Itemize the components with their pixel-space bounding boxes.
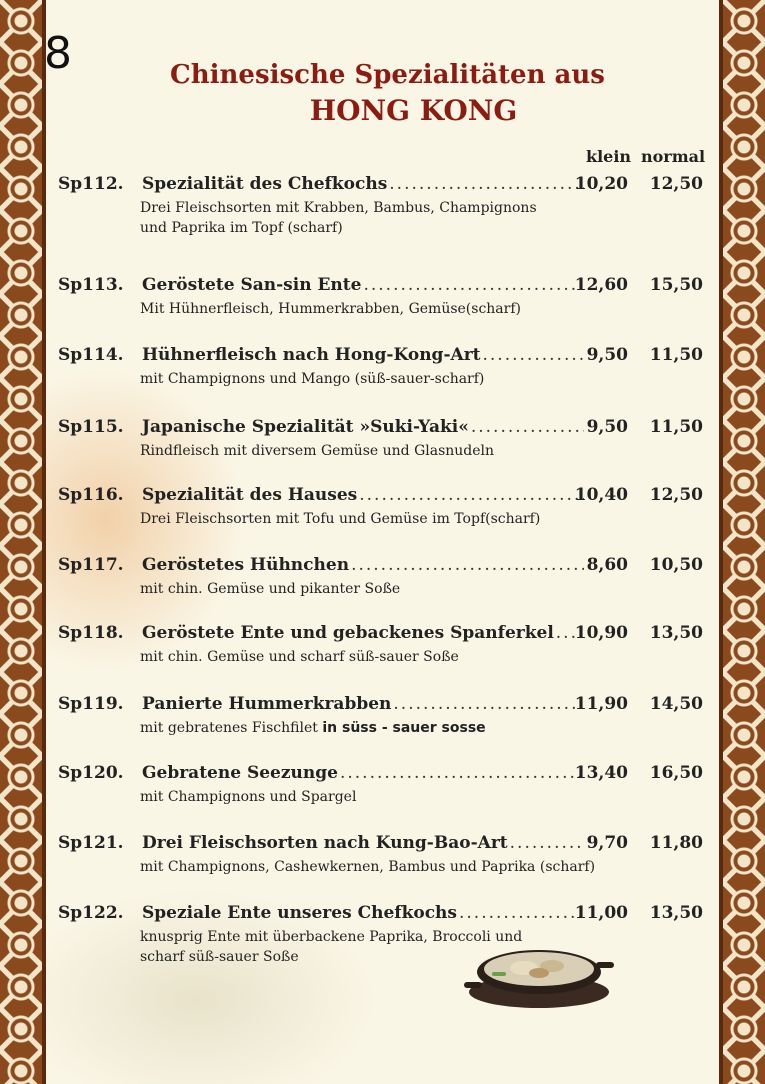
item-name: Spezialität des Chefkochs	[142, 174, 388, 194]
item-description	[140, 787, 356, 807]
item-name: Drei Fleischsorten nach Kung-Bao-Art	[142, 833, 508, 853]
page-number: 8	[44, 28, 72, 79]
item-name: Geröstetes Hühnchen	[142, 555, 350, 575]
item-name-line	[142, 174, 584, 194]
page-subtitle: HONG KONG	[309, 94, 518, 127]
item-price-normal: 13,50	[649, 903, 703, 923]
item-price-normal: 11,80	[649, 833, 703, 853]
item-price-normal: 12,50	[649, 174, 703, 194]
item-code: Sp114.	[58, 345, 124, 365]
decorative-border-left	[0, 0, 42, 1084]
decorative-border-right	[723, 0, 765, 1084]
item-name: Gebratene Seezunge	[142, 763, 338, 783]
leader-dots	[459, 903, 584, 923]
item-price-normal: 14,50	[649, 694, 703, 714]
item-description-text: Drei Fleischsorten mit Tofu und Gemüse im Topf(scharf)	[140, 511, 541, 527]
item-description-extra: in süss - sauer sosse	[322, 720, 486, 736]
item-name: Speziale Ente unseres Chefkochs	[142, 903, 457, 923]
item-description	[140, 198, 537, 238]
item-code: Sp120.	[58, 763, 124, 783]
item-price-small: 9,50	[586, 345, 628, 365]
item-code: Sp113.	[58, 275, 124, 295]
item-description-text: Mit Hühnerfleisch, Hummerkrabben, Gemüse(scharf)	[140, 301, 521, 317]
item-name: Geröstete San-sin Ente	[142, 275, 362, 295]
leader-dots	[393, 694, 584, 714]
item-description-text: mit Champignons und Mango (süß-sauer-scharf)	[140, 371, 485, 387]
item-price-small: 10,20	[574, 174, 628, 194]
item-description-text: knusprig Ente mit überbackene Paprika, Broccoli und scharf süß-sauer Soße	[140, 929, 523, 965]
leader-dots	[359, 485, 584, 505]
item-price-small: 11,90	[574, 694, 628, 714]
item-description	[140, 857, 595, 877]
item-price-normal: 10,50	[649, 555, 703, 575]
item-name-line	[142, 763, 584, 783]
leader-dots	[340, 763, 584, 783]
column-header-small: klein	[586, 147, 632, 166]
item-code: Sp117.	[58, 555, 124, 575]
item-code: Sp118.	[58, 623, 124, 643]
item-name-line	[142, 485, 584, 505]
item-price-small: 9,50	[586, 417, 628, 437]
item-description	[140, 299, 521, 319]
item-description-text: Drei Fleischsorten mit Krabben, Bambus, Champignons und Paprika im Topf (scharf)	[140, 200, 537, 236]
item-name-line	[142, 555, 584, 575]
item-price-normal: 16,50	[649, 763, 703, 783]
item-name: Panierte Hummerkrabben	[142, 694, 392, 714]
item-code: Sp116.	[58, 485, 124, 505]
item-description-text: mit Champignons, Cashewkernen, Bambus und Paprika (scharf)	[140, 859, 596, 875]
item-description	[140, 441, 494, 461]
column-header-normal: normal	[641, 147, 706, 166]
clay-pot-dish-icon	[464, 942, 614, 1012]
item-code: Sp121.	[58, 833, 124, 853]
item-description-text: mit gebratenes Fischfilet	[140, 720, 323, 736]
item-price-small: 10,40	[574, 485, 628, 505]
leader-dots	[389, 174, 584, 194]
item-code: Sp115.	[58, 417, 124, 437]
item-price-normal: 11,50	[649, 417, 703, 437]
item-price-small: 8,60	[586, 555, 628, 575]
item-name-line	[142, 417, 584, 437]
item-description	[140, 647, 459, 667]
item-name-line	[142, 694, 584, 714]
item-name-line	[142, 275, 584, 295]
item-price-small: 11,00	[574, 903, 628, 923]
border-edge-right	[719, 0, 723, 1084]
item-code: Sp112.	[58, 174, 124, 194]
item-price-small: 12,60	[574, 275, 628, 295]
item-name-line	[142, 623, 584, 643]
item-description-text: mit chin. Gemüse und pikanter Soße	[140, 581, 401, 597]
item-code: Sp122.	[58, 903, 124, 923]
item-price-normal: 13,50	[649, 623, 703, 643]
item-price-small: 10,90	[574, 623, 628, 643]
item-name: Japanische Spezialität »Suki-Yaki«	[142, 417, 469, 437]
item-price-small: 9,70	[586, 833, 628, 853]
page-title: Chinesische Spezialitäten aus	[170, 60, 605, 90]
item-description	[140, 579, 400, 599]
leader-dots	[363, 275, 584, 295]
item-price-normal: 15,50	[649, 275, 703, 295]
item-description	[140, 509, 540, 529]
item-name: Geröstete Ente und gebackenes Spanferkel	[142, 623, 554, 643]
item-price-small: 13,40	[574, 763, 628, 783]
item-name: Hühnerfleisch nach Hong-Kong-Art	[142, 345, 481, 365]
item-description	[140, 718, 486, 738]
item-description-text: mit Champignons und Spargel	[140, 789, 357, 805]
item-description-text: Rindfleisch mit diversem Gemüse und Glasnudeln	[140, 443, 495, 459]
item-description-text: mit chin. Gemüse und scharf süß-sauer Soße	[140, 649, 459, 665]
item-description	[140, 369, 484, 389]
item-name-line	[142, 903, 584, 923]
item-name-line	[142, 345, 584, 365]
item-price-normal: 11,50	[649, 345, 703, 365]
item-code: Sp119.	[58, 694, 124, 714]
leader-dots	[351, 555, 584, 575]
item-name: Spezialität des Hauses	[142, 485, 358, 505]
item-price-normal: 12,50	[649, 485, 703, 505]
item-name-line	[142, 833, 584, 853]
